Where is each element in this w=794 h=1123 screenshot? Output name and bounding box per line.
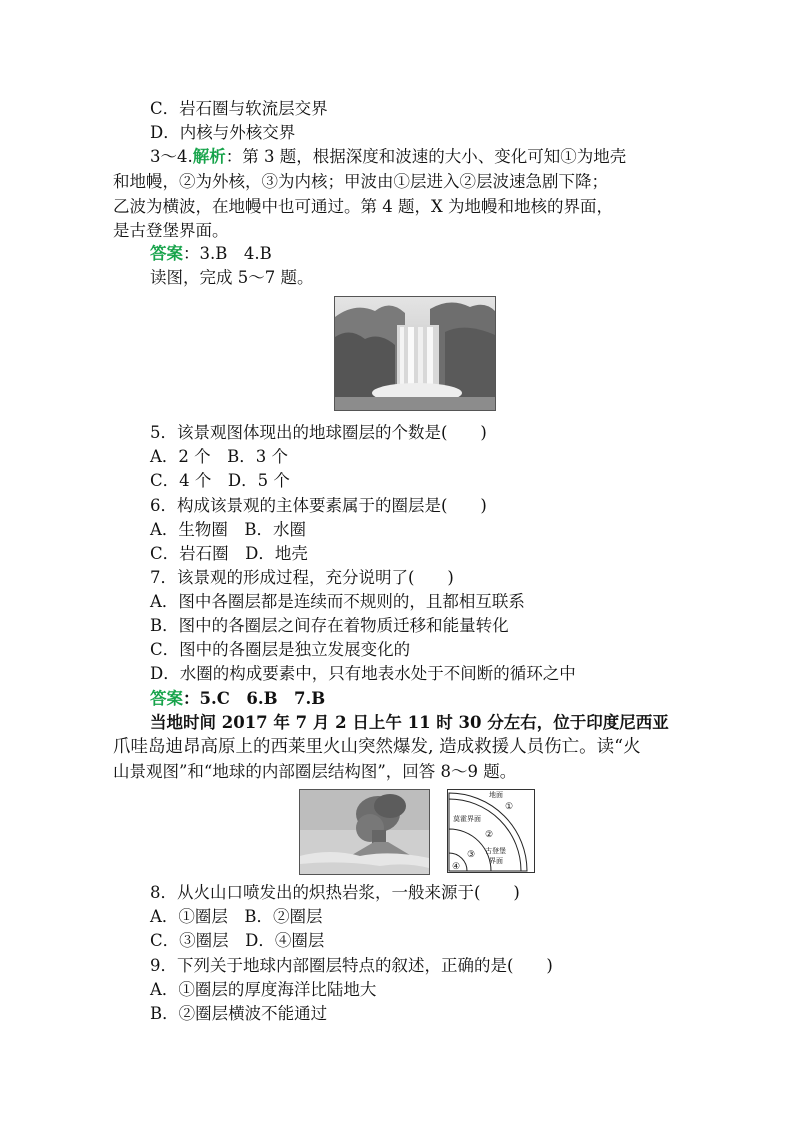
q7-option-a: A．图中各圈层都是连续而不规则的，且都相互联系 xyxy=(150,592,525,611)
label-gutenberg: 古登堡 xyxy=(485,847,506,855)
label-surface: 地面 xyxy=(489,791,503,799)
passage-line2: 爪哇岛迪昂高原上的西莱里火山突然爆发, 造成救援人员伤亡。读“火 xyxy=(113,737,641,757)
q7-option-c: C．图中的各圈层是独立发展变化的 xyxy=(150,640,411,659)
q5-stem: 5．该景观图体现出的地球圈层的个数是( ) xyxy=(150,423,487,442)
q9-stem: 9．下列关于地球内部圈层特点的叙述，正确的是( ) xyxy=(150,956,553,975)
label-layer-1: ① xyxy=(505,802,514,812)
q5-options-ab: A．2 个 B．3 个 xyxy=(150,447,289,466)
option-d-text: D．内核与外核交界 xyxy=(150,123,296,142)
label-layer-3: ③ xyxy=(467,850,476,860)
q8-options-ab: A．①圈层 B．②圈层 xyxy=(150,907,323,926)
q7-stem: 7．该景观的形成过程，充分说明了( ) xyxy=(150,568,454,587)
label-moho: 莫霍界面 xyxy=(453,815,481,823)
option-c-text: C．岩石圈与软流层交界 xyxy=(150,99,328,118)
q6-stem: 6．构成该景观的主体要素属于的圈层是( ) xyxy=(150,496,487,515)
waterfall-image xyxy=(334,296,496,411)
answer-label: 答案 xyxy=(150,244,183,263)
q9-option-b: B．②圈层横波不能通过 xyxy=(150,1004,328,1023)
label-layer-2: ② xyxy=(485,830,494,840)
q34-analysis-line2: 和地幔，②为外核，③为内核；甲波由①层进入②层波速急剧下降； xyxy=(113,172,608,191)
q34-analysis-line1 xyxy=(150,145,626,169)
label-layer-4: ④ xyxy=(452,862,461,872)
answer-text: ：5.C 6.B 7.B xyxy=(183,689,326,708)
q34-analysis-line3: 乙波为横波，在地幔中也可通过。第 4 题，X 为地幔和地核的界面， xyxy=(113,197,613,216)
q8-options-cd: C．③圈层 D．④圈层 xyxy=(150,931,325,950)
answer-label: 答案 xyxy=(150,689,183,708)
q9-option-a: A．①圈层的厚度海洋比陆地大 xyxy=(150,980,377,999)
q34-prefix: 3～4. xyxy=(150,147,193,166)
answer-text: ：3.B 4.B xyxy=(183,244,272,263)
q5-options-cd: C．4 个 D．5 个 xyxy=(150,471,290,490)
q34-line1-text: ：第 3 题，根据深度和波速的大小、变化可知①为地壳 xyxy=(225,147,627,166)
q34-answer xyxy=(150,242,272,266)
q7-option-d: D．水圈的构成要素中，只有地表水处于不间断的循环之中 xyxy=(150,664,576,683)
q6-options-ab: A．生物圈 B．水圈 xyxy=(150,520,307,539)
label-gutenberg-2: 界面 xyxy=(489,857,503,865)
intro-5-7: 读图，完成 5～7 题。 xyxy=(150,268,314,287)
q7-option-b: B．图中的各圈层之间存在着物质迁移和能量转化 xyxy=(150,616,509,635)
earth-interior-diagram xyxy=(447,789,535,873)
q6-options-cd: C．岩石圈 D．地壳 xyxy=(150,544,308,563)
q57-answer xyxy=(150,687,325,711)
passage-line1: 当地时间 2017 年 7 月 2 日上午 11 时 30 分左右，位于印度尼西亚 xyxy=(150,713,669,732)
q8-stem: 8．从火山口喷发出的炽热岩浆，一般来源于( ) xyxy=(150,883,520,902)
volcano-image xyxy=(299,789,430,875)
q34-analysis-line4: 是古登堡界面。 xyxy=(113,221,229,240)
passage-line3: 山景观图”和“地球的内部圈层结构图”，回答 8～9 题。 xyxy=(113,762,517,781)
analysis-label: 解析 xyxy=(192,147,226,166)
